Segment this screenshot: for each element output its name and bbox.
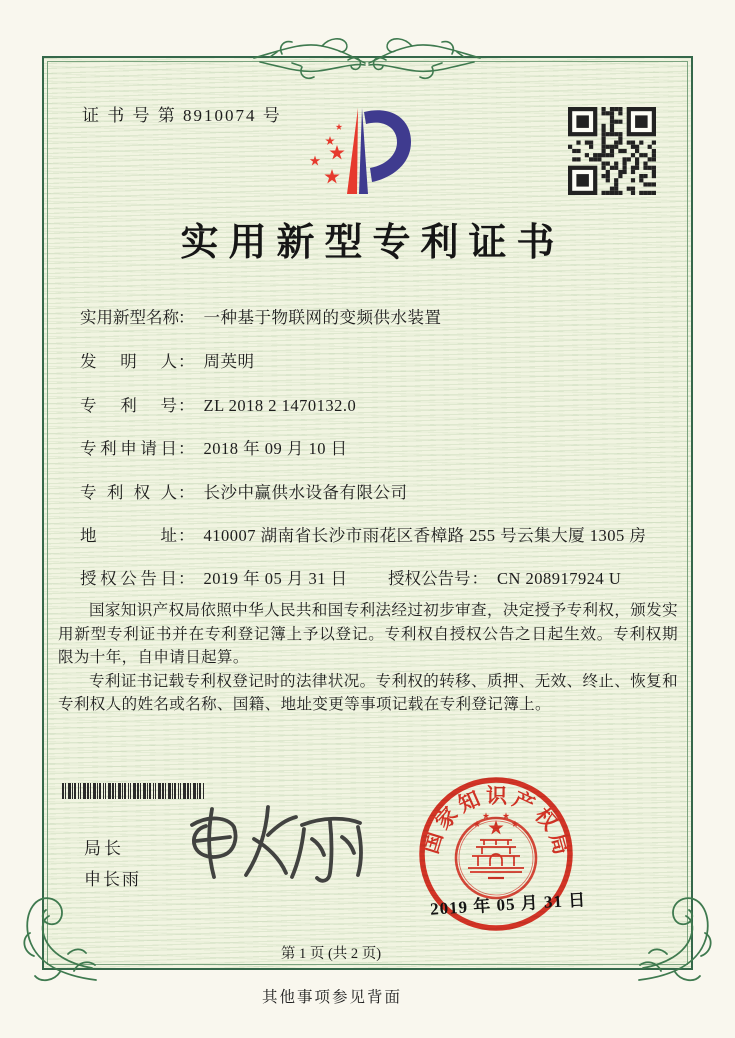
field-colon: ：	[178, 439, 195, 458]
field-value: 一种基于物联网的变频供水装置	[203, 308, 442, 327]
field-colon: ：	[178, 483, 195, 502]
certificate-title: 实用新型专利证书	[180, 222, 565, 264]
certificate-number: 证 书 号 第 8910074 号	[82, 106, 282, 125]
field-label: 专利权人	[80, 483, 177, 502]
field-label: 专利申请日	[80, 439, 177, 458]
qr-code	[568, 107, 656, 195]
field-label: 授权公告日	[80, 569, 177, 588]
field-row-filing-date	[80, 435, 348, 459]
field-value: 长沙中赢供水设备有限公司	[203, 483, 408, 502]
field-row-name	[80, 304, 442, 328]
field-colon: ：	[178, 526, 195, 545]
field-colon: ：	[178, 396, 195, 415]
field-row-address	[80, 522, 646, 546]
field-colon: ：	[178, 569, 195, 588]
seal-org-text: 国家知识产权局	[418, 783, 574, 858]
legal-paragraph-1: 国家知识产权局依照中华人民共和国专利法经过初步审查，决定授予专利权，颁发实用新型专利证书并在专利登记簿上予以登记。专利权自授权公告之日起生效。专利权期限为十年，自申请日起算。	[58, 602, 678, 666]
back-side-note: 其他事项参见背面	[261, 989, 402, 1006]
field-colon: ：	[178, 308, 195, 327]
seal-date: 2019 年 05 月 31 日	[429, 890, 587, 919]
field-label: 实用新型名称	[80, 308, 179, 327]
field-value: 2018 年 09 月 10 日	[203, 439, 348, 458]
field-value: CN 208917924 U	[497, 569, 622, 588]
field-value: 2019 年 05 月 31 日	[203, 569, 348, 588]
field-colon: ：	[471, 569, 488, 588]
field-label: 授权公告号	[388, 569, 471, 588]
field-row-patentee	[80, 479, 408, 503]
field-label: 地址	[80, 526, 177, 545]
field-row-grant-date	[80, 565, 348, 589]
field-label: 发明人	[80, 352, 177, 371]
field-value: ZL 2018 2 1470132.0	[203, 396, 357, 415]
field-value: 周英明	[203, 352, 255, 371]
signature-image	[150, 797, 375, 897]
field-row-grant-number	[388, 565, 621, 589]
field-label: 专利号	[80, 396, 177, 415]
cnipa-logo-icon	[298, 98, 438, 200]
legal-text-block	[58, 599, 678, 717]
signer-title: 局长	[84, 839, 124, 858]
field-row-patent-number	[80, 392, 356, 416]
legal-paragraph-2: 专利证书记载专利权登记时的法律状况。专利权的转移、质押、无效、终止、恢复和专利权人的姓名或名称、国籍、地址变更等事项记载在专利登记簿上。	[58, 672, 678, 713]
field-row-inventor	[80, 348, 255, 372]
field-colon: ：	[178, 352, 195, 371]
signer-name: 申长雨	[84, 870, 141, 889]
field-value: 410007 湖南省长沙市雨花区香樟路 255 号云集大厦 1305 房	[203, 526, 647, 545]
page-number: 第 1 页 (共 2 页)	[280, 946, 382, 962]
